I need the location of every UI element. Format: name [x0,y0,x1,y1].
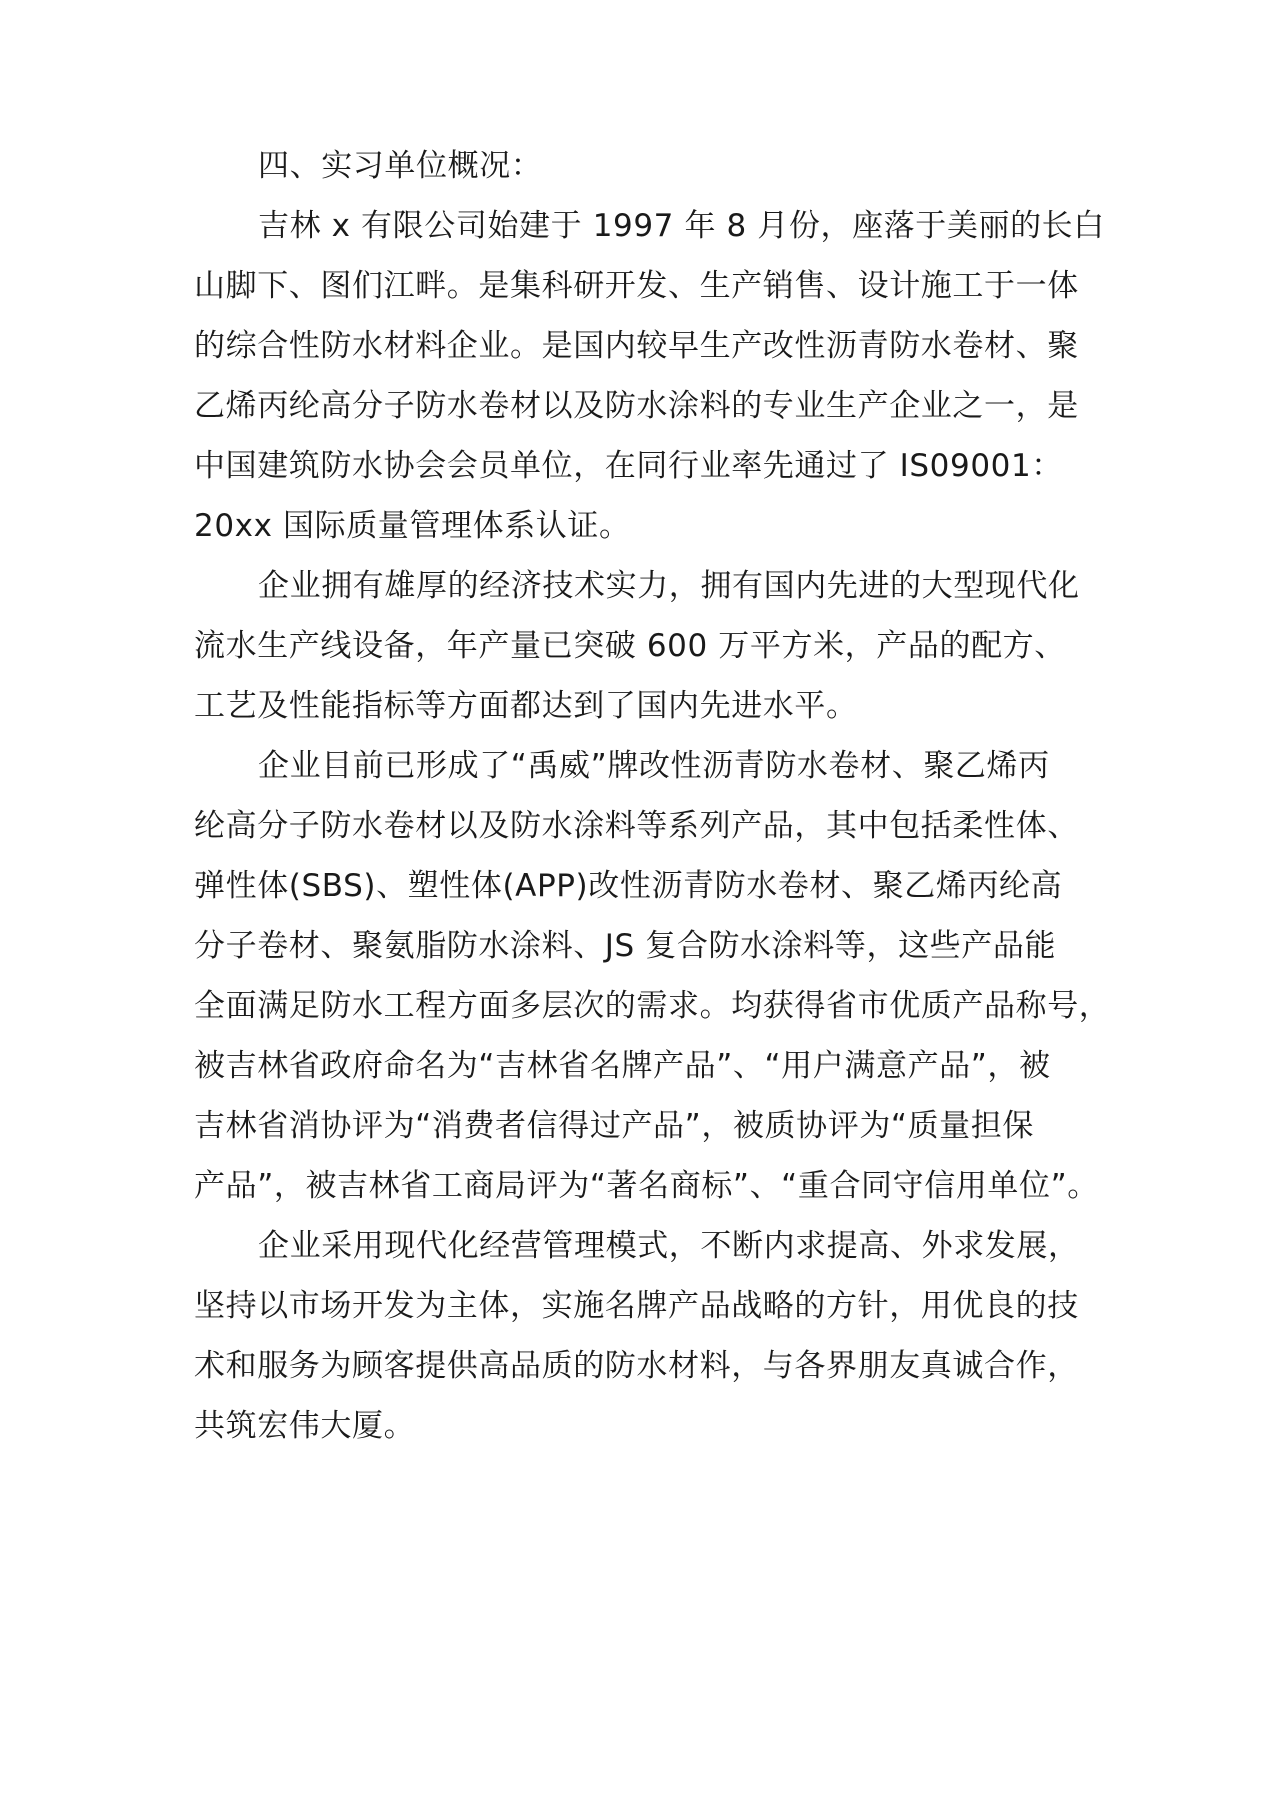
paragraph-3-line: 纶高分子防水卷材以及防水涂料等系列产品，其中包括柔性体、 [194,808,1079,844]
paragraph-3-line: 企业目前已形成了“禹威”牌改性沥青防水卷材、聚乙烯丙 [258,748,1050,784]
section-heading: 四、实习单位概况： [258,148,543,184]
paragraph-3-line: 全面满足防水工程方面多层次的需求。均获得省市优质产品称号， [194,988,1111,1024]
paragraph-1-line: 吉林 x 有限公司始建于 1997 年 8 月份，座落于美丽的长白 [258,208,1105,244]
paragraph-2-line: 流水生产线设备，年产量已突破 600 万平方米，产品的配方、 [194,628,1066,664]
paragraph-3-line: 产品”，被吉林省工商局评为“著名商标”、“重合同守信用单位”。 [194,1168,1099,1204]
paragraph-3-line: 吉林省消协评为“消费者信得过产品”，被质协评为“质量担保 [194,1108,1034,1144]
paragraph-3-line: 分子卷材、聚氨脂防水涂料、JS 复合防水涂料等，这些产品能 [194,928,1057,964]
paragraph-2-line: 企业拥有雄厚的经济技术实力，拥有国内先进的大型现代化 [258,568,1080,604]
paragraph-3-line: 弹性体(SBS)、塑性体(APP)改性沥青防水卷材、聚乙烯丙纶高 [194,868,1063,904]
paragraph-3-line: 被吉林省政府命名为“吉林省名牌产品”、“用户满意产品”，被 [194,1048,1051,1084]
paragraph-1-line: 中国建筑防水协会会员单位，在同行业率先通过了 IS09001： [194,448,1063,484]
paragraph-1-line: 山脚下、图们江畔。是集科研开发、生产销售、设计施工于一体 [194,268,1079,304]
paragraph-1-line: 的综合性防水材料企业。是国内较早生产改性沥青防水卷材、聚 [194,328,1079,364]
paragraph-1-line: 20xx 国际质量管理体系认证。 [194,508,631,544]
paragraph-4-line: 坚持以市场开发为主体，实施名牌产品战略的方针，用优良的技 [194,1288,1079,1324]
paragraph-1-line: 乙烯丙纶高分子防水卷材以及防水涂料的专业生产企业之一，是 [194,388,1079,424]
paragraph-2-line: 工艺及性能指标等方面都达到了国内先进水平。 [194,688,858,724]
paragraph-4-line: 术和服务为顾客提供高品质的防水材料，与各界朋友真诚合作， [194,1348,1079,1384]
paragraph-4-line: 企业采用现代化经营管理模式，不断内求提高、外求发展， [258,1228,1080,1264]
paragraph-4-line: 共筑宏伟大厦。 [194,1408,416,1444]
